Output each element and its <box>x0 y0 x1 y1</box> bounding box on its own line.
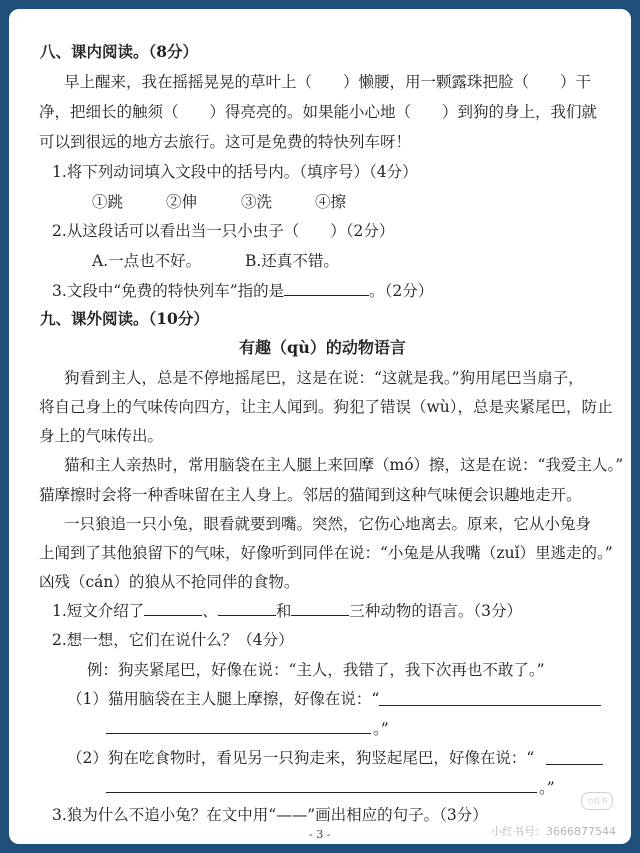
question-9-1-text: 1.短文介绍了 <box>52 602 145 620</box>
question-9-3: 3.狼为什么不追小兔？在文中用“——”画出相应的句子。（3分） <box>52 806 488 824</box>
choice-a: A.一点也不好。 <box>92 252 202 270</box>
question-8-3-score: 。（2分） <box>369 282 434 300</box>
watermark-badge: 小红书 <box>581 792 613 810</box>
question-9-1 <box>52 601 522 621</box>
section-9-heading: 九、课外阅读。（10分） <box>40 309 209 328</box>
article-line: 将自己身上的气味传向四方，让主人闻到。狗犯了错误（wù），总是夹紧尾巴，防止 <box>39 398 613 416</box>
option-4: ④擦 <box>315 193 347 211</box>
question-8-2: 2.从这段话可以看出当一只小虫子（ ）（2分） <box>52 222 395 240</box>
answer-line[interactable] <box>379 705 601 706</box>
answer-line[interactable] <box>546 764 603 765</box>
choice-b: B.还真不错。 <box>245 252 339 270</box>
option-3: ③洗 <box>241 193 273 211</box>
answer-line[interactable] <box>106 792 537 793</box>
article-line: 上闻到了其他狼留下的气味，好像听到同伴在说：“小兔是从我嘴（zuǐ）里逃走的。” <box>39 544 613 562</box>
sub-question-1: （1）猫用脑袋在主人腿上摩擦，好像在说：“ <box>67 690 380 708</box>
question-8-1: 1.将下列动词填入文段中的括号内。（填序号）（4分） <box>52 163 418 181</box>
article-title: 有趣（qù）的动物语言 <box>239 338 406 357</box>
article-line: 狗看到主人，总是不停地摇尾巴，这是在说：“这就是我。”狗用尾巴当扇子， <box>64 369 584 387</box>
passage-line: 可以到很远的地方去旅行。这可是免费的特快列车呀！ <box>39 133 412 151</box>
worksheet-page <box>9 9 631 844</box>
watermark-text: 小红书号：3666877544 <box>491 825 616 838</box>
answer-blank[interactable] <box>144 601 202 616</box>
article-line: 凶残（cán）的狼从不抢同伴的食物。 <box>39 573 300 591</box>
question-8-3-text: 3.文段中“免费的特快列车”指的是 <box>52 282 285 300</box>
article-line: 身上的气味传出。 <box>39 427 164 445</box>
option-1: ①跳 <box>92 193 124 211</box>
question-8-3 <box>52 281 433 301</box>
passage-line: 净，把细长的触须（ ）得亮亮的。如果能小心地（ ）到狗的身上，我们就 <box>39 103 598 121</box>
article-line: 一只狼追一只小兔，眼看就要到嘴。突然，它伤心地离去。原来，它从小兔身 <box>64 515 592 533</box>
question-9-1-end: 三种动物的语言。（3分） <box>349 602 522 620</box>
question-9-2: 2.想一想，它们在说什么？（4分） <box>52 631 294 649</box>
answer-line[interactable] <box>106 733 371 734</box>
answer-blank[interactable] <box>284 281 369 296</box>
section-8-heading: 八、课内阅读。（8分） <box>40 42 199 61</box>
answer-blank[interactable] <box>218 601 276 616</box>
conjunction: 和 <box>275 602 292 620</box>
sub-question-2: （2）狗在吃食物时，看见另一只狗走来，狗竖起尾巴，好像在说：“ <box>67 749 535 767</box>
separator: 、 <box>202 602 218 620</box>
option-2: ②伸 <box>166 193 198 211</box>
article-line: 猫摩擦时会将一种香味留在主人身上。邻居的猫闻到这种气味便会识趣地走开。 <box>39 486 582 504</box>
article-line: 猫和主人亲热时，常用脑袋在主人腿上来回摩（mó）擦，这是在说：“我爱主人。” <box>64 456 624 474</box>
example-sentence: 例：狗夹紧尾巴，好像在说：“主人，我错了，我下次再也不敢了。” <box>87 661 545 679</box>
answer-blank[interactable] <box>291 601 349 616</box>
sub-question-1-end: 。” <box>373 720 389 738</box>
passage-line: 早上醒来，我在摇摇晃晃的草叶上（ ）懒腰，用一颗露珠把脸（ ）干 <box>64 73 592 91</box>
page-number: - 3 - <box>309 828 331 841</box>
sub-question-2-end: 。” <box>539 779 555 797</box>
